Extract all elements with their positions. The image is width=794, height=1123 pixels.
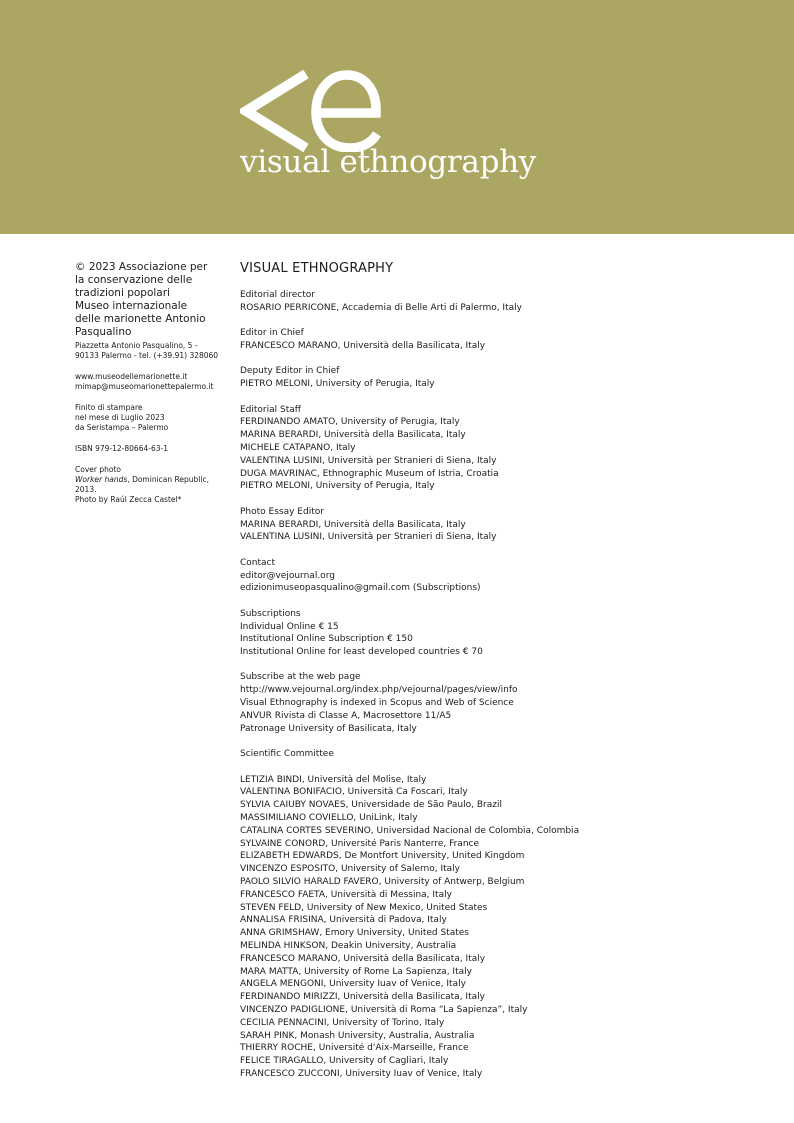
section-line: MICHELE CATAPANO, Italy [240, 442, 356, 453]
copyright-line: delle marionette Antonio [75, 313, 206, 325]
committee-member: ANNALISA FRISINA, Università di Padova, Italy [240, 915, 447, 926]
section-line: PIETRO MELONI, University of Perugia, Italy [240, 379, 435, 390]
header-banner [0, 0, 794, 234]
section-line: Institutional Online Subscription € 150 [240, 634, 413, 645]
committee-member: VINCENZO ESPOSITO, University of Salerno, Italy [240, 864, 460, 875]
committee-list [240, 774, 780, 1081]
committee-heading: Scientific Committee [240, 749, 334, 760]
copyright-line: la conservazione delle [75, 274, 193, 286]
web-block [75, 372, 235, 392]
committee-member: FELICE TIRAGALLO, University of Cagliari, Italy [240, 1056, 449, 1067]
copyright-line: tradizioni popolari [75, 287, 170, 299]
section-line: VALENTINA LUSINI, Università per Stranieri di Siena, Italy [240, 532, 497, 543]
section-line: Institutional Online for least developed countries € 70 [240, 647, 483, 658]
copyright-line: © 2023 Associazione per [75, 261, 208, 273]
cover-title-italic: Worker hands [75, 475, 128, 484]
section-line: MARINA BERARDI, Università della Basilicata, Italy [240, 519, 466, 530]
committee-member: VALENTINA BONIFACIO, Università Ca Foscari, Italy [240, 787, 468, 798]
masthead-section [240, 608, 780, 659]
publisher-info [75, 261, 235, 516]
committee-member: ANNA GRIMSHAW, Emory University, United States [240, 928, 469, 939]
committee-member: MARA MATTA, University of Rome La Sapienza, Italy [240, 966, 472, 977]
journal-wordmark: visual ethnography [240, 144, 537, 180]
committee-member: SARAH PINK, Monash University, Australia, Australia [240, 1030, 475, 1041]
committee-member: SYLVIA CAIUBY NOVAES, Universidade de São Paulo, Brazil [240, 800, 502, 811]
section-line: DUGA MAVRINAC, Ethnographic Museum of Istria, Croatia [240, 468, 499, 479]
journal-logo-mark [240, 70, 385, 152]
committee-member: MELINDA HINKSON, Deakin University, Australia [240, 941, 457, 952]
print-line: Finito di stampare [75, 403, 143, 412]
committee-member: STEVEN FELD, University of New Mexico, United States [240, 902, 488, 913]
committee-member: LETIZIA BINDI, Università del Molise, Italy [240, 774, 427, 785]
print-block [75, 403, 235, 433]
masthead [240, 261, 780, 1081]
section-line: edizionimuseopasqualino@gmail.com (Subscriptions) [240, 583, 481, 594]
masthead-section [240, 365, 780, 391]
section-heading: Editorial Staff [240, 404, 301, 415]
section-line: editor@vejournal.org [240, 570, 335, 581]
section-line: FERDINANDO AMATO, University of Perugia, Italy [240, 417, 460, 428]
copyright-block [75, 261, 235, 339]
committee-member: FRANCESCO MARANO, Università della Basilicata, Italy [240, 953, 486, 964]
section-line: ANVUR Rivista di Classe A, Macrosettore 11/A5 [240, 710, 452, 721]
masthead-sections [240, 289, 780, 735]
committee-member: MASSIMILIANO COVIELLO, UniLink, Italy [240, 813, 418, 824]
journal-title: VISUAL ETHNOGRAPHY [240, 261, 394, 276]
masthead-section [240, 289, 780, 315]
committee-member: THIERRY ROCHE, Université d'Aix-Marseille, France [240, 1043, 469, 1054]
committee-member: CATALINA CORTES SEVERINO, Universidad Nacional de Colombia, Colombia [240, 825, 580, 836]
photo-credit: Photo by Raúl Zecca Castel* [75, 495, 182, 504]
masthead-section [240, 327, 780, 353]
section-line: ROSARIO PERRICONE, Accademia di Belle Arti di Palermo, Italy [240, 302, 522, 313]
address-line: Piazzetta Antonio Pasqualino, 5 - [75, 341, 198, 350]
cover-title-rest: , Dominican Republic, [127, 475, 209, 484]
committee-member: FRANCESCO ZUCCONI, University Iuav of Venice, Italy [240, 1068, 483, 1079]
masthead-section [240, 557, 780, 595]
cover-credit [75, 465, 235, 505]
section-line: Visual Ethnography is indexed in Scopus and Web of Science [240, 698, 514, 709]
section-heading: Editorial director [240, 290, 315, 300]
address-block [75, 341, 235, 361]
section-line: MARINA BERARDI, Università della Basilicata, Italy [240, 430, 466, 441]
committee-member: CECILIA PENNACINI, University of Torino, Italy [240, 1017, 445, 1028]
cover-label: Cover photo [75, 465, 121, 474]
section-line: http://www.vejournal.org/index.php/vejournal/pages/view/info [240, 685, 518, 696]
section-line: FRANCESCO MARANO, Università della Basilicata, Italy [240, 340, 486, 351]
copyright-line: Museo internazionale [75, 300, 188, 312]
section-heading: Editor in Chief [240, 328, 304, 339]
committee-member: PAOLO SILVIO HARALD FAVERO, University of Antwerp, Belgium [240, 877, 525, 888]
committee-member: ANGELA MENGONI, University Iuav of Venice, Italy [240, 979, 466, 990]
committee-member: FRANCESCO FAETA, Università di Messina, Italy [240, 889, 452, 900]
section-heading: Subscriptions [240, 608, 301, 619]
section-heading: Subscribe at the web page [240, 672, 361, 683]
address-line: 90133 Palermo - tel. (+39.91) 328060 [75, 351, 219, 360]
section-heading: Contact [240, 557, 276, 568]
committee-member: ELIZABETH EDWARDS, De Montfort University, United Kingdom [240, 851, 525, 862]
copyright-line: Pasqualino [75, 326, 132, 338]
committee-member: SYLVAINE CONORD, Université Paris Nanterre, France [240, 838, 480, 849]
isbn: ISBN 979-12-80664-63-1 [75, 444, 168, 453]
section-line: Individual Online € 15 [240, 621, 339, 632]
section-heading: Photo Essay Editor [240, 506, 324, 517]
cover-year: 2013. [75, 485, 97, 494]
committee-member: VINCENZO PADIGLIONE, Università di Roma “La Sapienza”, Italy [240, 1005, 528, 1015]
cover-title [75, 475, 235, 485]
print-line: da Seristampa – Palermo [75, 423, 169, 432]
section-line: VALENTINA LUSINI, Università per Stranieri di Siena, Italy [240, 455, 497, 466]
print-line: nel mese di Luglio 2023 [75, 413, 165, 422]
masthead-section [240, 404, 780, 494]
section-heading: Deputy Editor in Chief [240, 366, 340, 377]
committee-member: FERDINANDO MIRIZZI, Università della Basilicata, Italy [240, 992, 485, 1003]
website-link[interactable]: www.museodellemarionette.it [75, 372, 188, 381]
masthead-section [240, 671, 780, 735]
email-link[interactable]: mimap@museomarionettepalermo.it [75, 382, 214, 391]
section-line: Patronage University of Basilicata, Italy [240, 723, 417, 734]
masthead-section [240, 506, 780, 544]
section-line: PIETRO MELONI, University of Perugia, Italy [240, 481, 435, 492]
